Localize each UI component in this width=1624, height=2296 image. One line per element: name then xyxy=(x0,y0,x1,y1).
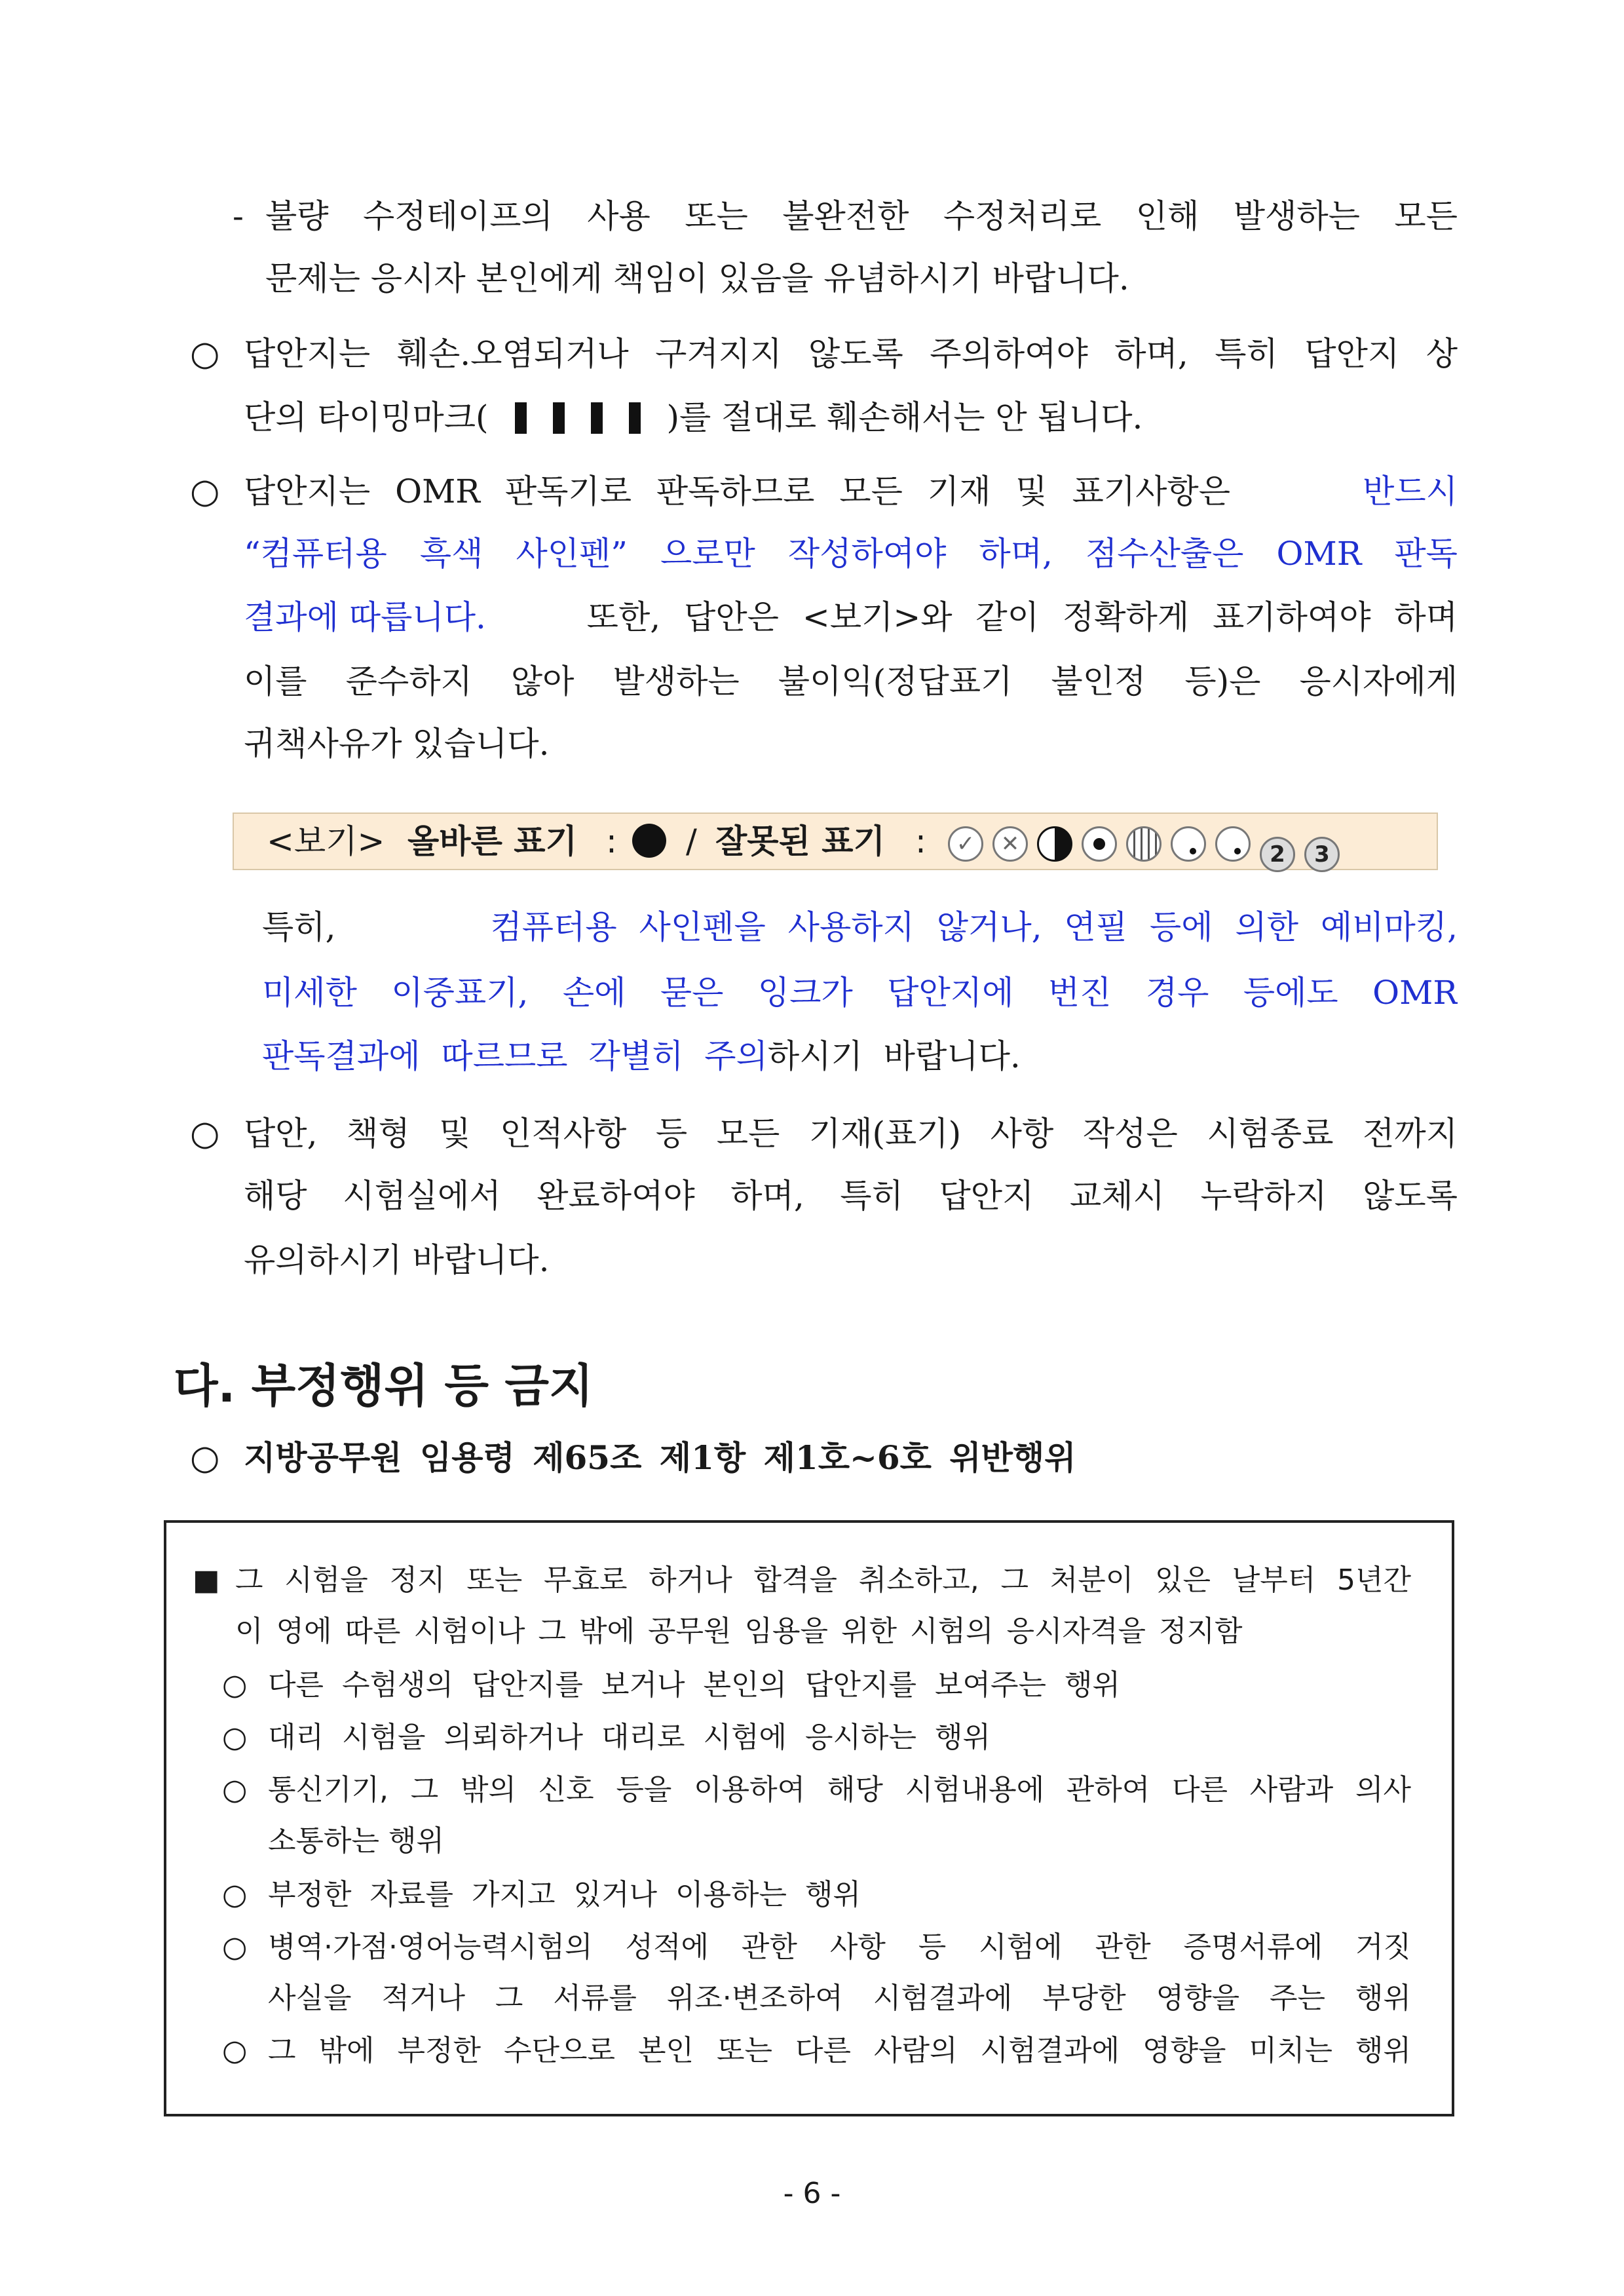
bullet-circle: ○ xyxy=(222,1721,248,1754)
omr-line-2: “컴퓨터용 흑색 사인펜” 으로만 작성하여야 하며, 점수산출은 OMR 판독 xyxy=(244,535,1458,573)
correct-mark-label: 올바른 표기 xyxy=(407,822,577,860)
bullet-circle: ○ xyxy=(190,1438,220,1478)
damage-line-2 xyxy=(244,398,1142,437)
rule-item: 그 밖에 부정한 수단으로 본인 또는 다른 사람의 시험결과에 영향을 미치는 행위 xyxy=(268,2034,1411,2067)
bullet-circle: ○ xyxy=(222,1668,248,1702)
omr-line-3 xyxy=(244,598,1458,637)
complete-line-2: 해당 시험실에서 완료하여야 하며, 특히 답안지 교체시 누락하지 않도록 xyxy=(244,1177,1458,1215)
damage-line-2-pre: 단의 타이밍마크( xyxy=(244,398,489,436)
timing-mark-icon xyxy=(515,402,527,434)
rule-item-cont: 소통하는 행위 xyxy=(268,1824,445,1858)
rule-item: 통신기기, 그 밖의 신호 등을 이용하여 해당 시험내용에 관하여 다른 사람과 의사 xyxy=(268,1773,1411,1807)
special-pre: 특히, xyxy=(262,908,336,946)
rule-item: 부정한 자료를 가지고 있거나 이용하는 행위 xyxy=(268,1878,861,1911)
bullet-circle: ○ xyxy=(190,472,220,511)
intro-line-2: 문제는 응시자 본인에게 책임이 있음을 유념하시기 바랍니다. xyxy=(265,259,1129,297)
check-mark-icon xyxy=(948,826,983,862)
cross-mark-icon xyxy=(992,826,1028,862)
special-line-3-rest: 하시기 바랍니다. xyxy=(767,1037,1021,1075)
complete-line-3: 유의하시기 바랍니다. xyxy=(244,1241,550,1279)
timing-mark-icon xyxy=(629,402,641,434)
omr-line-3-rest: 또한, 답안은 <보기>와 같이 정확하게 표기하여야 하며 xyxy=(586,598,1458,636)
colon: : xyxy=(606,822,617,860)
damage-line-2-post: )를 절대로 훼손해서는 안 됩니다. xyxy=(666,398,1143,436)
special-line-1 xyxy=(262,908,1458,947)
special-line-3-blue: 판독결과에 따르므로 각별히 주의 xyxy=(262,1037,768,1075)
timing-mark-icon xyxy=(591,402,603,434)
half-filled-circle-icon xyxy=(1037,826,1072,862)
intro-dash: - xyxy=(233,197,244,235)
rule-item: 다른 수험생의 답안지를 보거나 본인의 답안지를 보여주는 행위 xyxy=(268,1668,1121,1702)
rules-head-line-2: 이 영에 따른 시험이나 그 밖에 공무원 임용을 위한 시험의 응시자격을 정지함 xyxy=(235,1615,1243,1648)
complete-line-1: 답안, 책형 및 인적사항 등 모든 기재(표기) 사항 작성은 시험종료 전까지 xyxy=(244,1115,1458,1153)
bullet-circle: ○ xyxy=(222,1773,248,1807)
small-dot-circle-icon xyxy=(1171,826,1206,862)
page-number: - 6 - xyxy=(783,2177,841,2210)
omr-line-1-blue: 반드시 xyxy=(1363,472,1458,510)
marking-example-box xyxy=(233,813,1438,870)
wrong-marks xyxy=(948,823,1349,872)
striped-circle-icon xyxy=(1126,826,1161,862)
bullet-circle: ○ xyxy=(222,2034,248,2067)
omr-line-4: 이를 준수하지 않아 발생하는 불이익(정답표기 불인정 등)은 응시자에게 xyxy=(244,662,1458,700)
wrong-mark-label: 잘못된 표기 xyxy=(715,822,885,860)
omr-line-3-blue: 결과에 따릅니다. xyxy=(244,598,486,636)
bullet-circle: ○ xyxy=(190,1114,220,1153)
bullet-circle: ○ xyxy=(190,334,220,373)
rules-head-line-1: 그 시험을 정지 또는 무효로 하거나 합격을 취소하고, 그 처분이 있은 날부터 5년간 xyxy=(235,1563,1411,1597)
number-two-circle-icon: 2 xyxy=(1260,837,1295,872)
special-line-2: 미세한 이중표기, 손에 묻은 잉크가 답안지에 번진 경우 등에도 OMR xyxy=(262,974,1458,1012)
omr-line-5: 귀책사유가 있습니다. xyxy=(244,725,550,763)
timing-mark-icon xyxy=(553,402,565,434)
rule-item: 대리 시험을 의뢰하거나 대리로 시험에 응시하는 행위 xyxy=(268,1721,991,1754)
intro-line-1: 불량 수정테이프의 사용 또는 불완전한 수정처리로 인해 발생하는 모든 xyxy=(265,197,1458,235)
small-dot-circle-icon xyxy=(1215,826,1251,862)
section-subtitle: 지방공무원 임용령 제65조 제1항 제1호~6호 위반행위 xyxy=(244,1438,1076,1477)
timing-marks xyxy=(489,398,667,436)
special-line-1-blue: 컴퓨터용 사인펜을 사용하지 않거나, 연필 등에 의한 예비마킹, xyxy=(490,908,1458,946)
bullet-circle: ○ xyxy=(222,1878,248,1911)
omr-line-1 xyxy=(244,472,1458,511)
rule-item-cont: 사실을 적거나 그 서류를 위조·변조하여 시험결과에 부당한 영향을 주는 행위 xyxy=(268,1981,1411,2015)
special-line-3 xyxy=(262,1037,1021,1076)
rule-item: 병역·가점·영어능력시험의 성적에 관한 사항 등 시험에 관한 증명서류에 거짓 xyxy=(268,1930,1411,1964)
slash: / xyxy=(686,822,697,860)
colon: : xyxy=(915,822,926,860)
square-bullet-icon: ■ xyxy=(193,1563,220,1597)
section-title: 다. 부정행위 등 금지 xyxy=(174,1359,594,1413)
bullet-circle: ○ xyxy=(222,1930,248,1964)
center-dot-circle-icon xyxy=(1082,826,1117,862)
damage-line-1: 답안지는 훼손.오염되거나 구겨지지 않도록 주의하여야 하며, 특히 답안지 상 xyxy=(244,335,1458,373)
prohibited-acts-box xyxy=(164,1520,1454,2116)
example-label: <보기> xyxy=(267,822,385,860)
number-mark-icon: 3 xyxy=(1304,837,1340,872)
filled-circle-icon xyxy=(627,820,671,860)
omr-line-1-text: 답안지는 OMR 판독기로 판독하므로 모든 기재 및 표기사항은 xyxy=(244,472,1230,510)
